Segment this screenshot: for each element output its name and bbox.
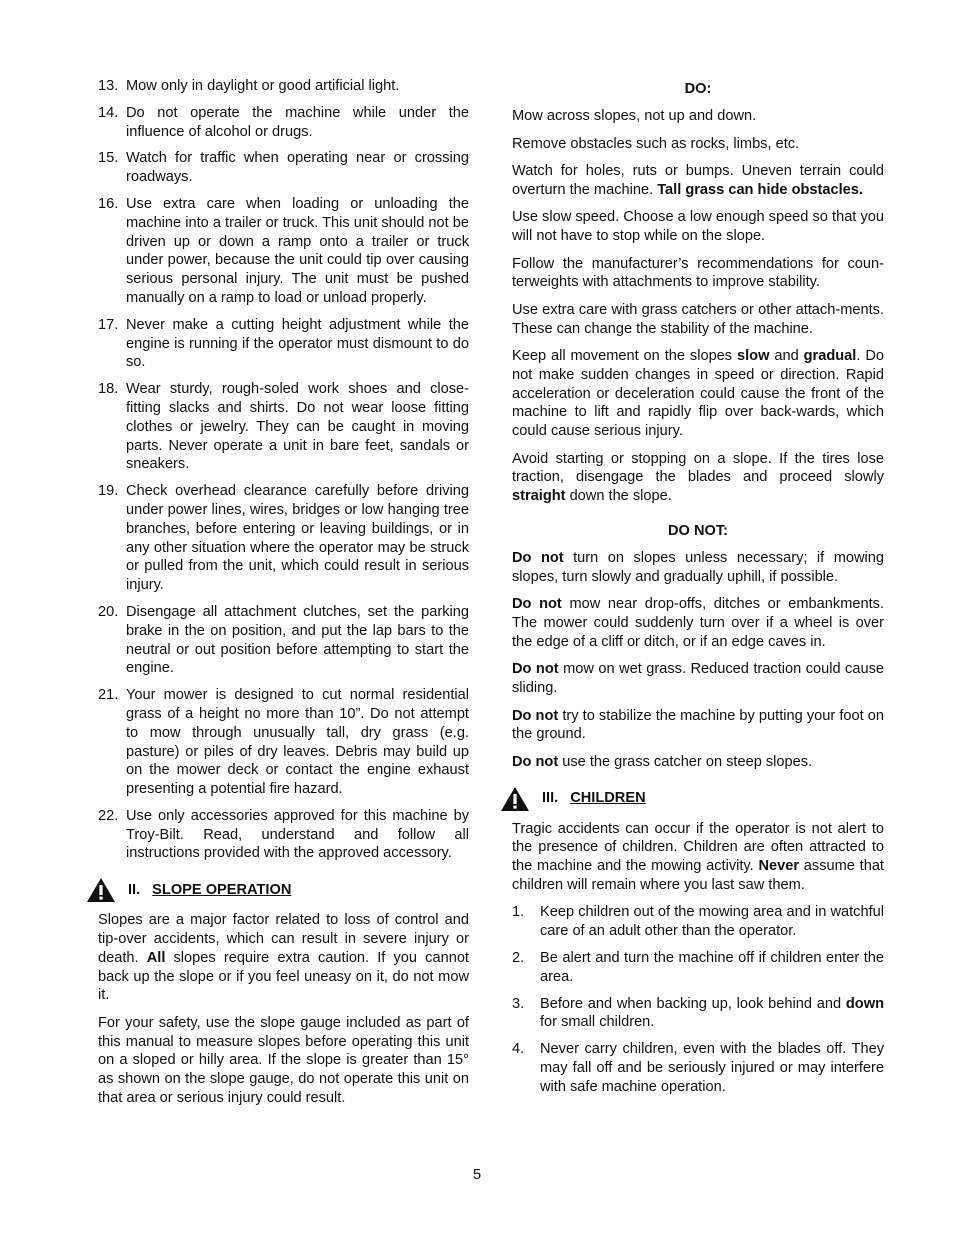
list-item: 2. Be alert and turn the machine off if children enter the area.	[512, 950, 884, 985]
paragraph: Do not mow near drop-offs, ditches or embankments. The mower could suddenly turn over if a wheel is over the edge of a cliff or ditch, or if an edge caves in.	[512, 596, 884, 651]
list-item: 18. Wear sturdy, rough-soled work shoes and close-fitting slacks and shirts. Do not wear loose fitting clothes or jewelry. They can be caught in moving parts. Never operate a unit in bare feet, sandals or sneakers.	[98, 381, 469, 473]
paragraph: For your safety, use the slope gauge included as part of this manual to measure slopes before operating this unit on a sloped or hilly area. If the slope is greater than 15° as shown on the slope gauge, do not operate this unit on that area or serious injury could result.	[98, 1014, 469, 1107]
section-heading-slope: II. SLOPE OPERATION	[86, 877, 469, 903]
paragraph: Remove obstacles such as rocks, limbs, etc.	[512, 135, 800, 152]
right-column	[512, 80, 884, 1097]
page-number: 5	[472, 1167, 482, 1183]
do-not-heading: DO NOT:	[668, 522, 728, 539]
paragraph: Watch for holes, ruts or bumps. Uneven terrain could overturn the machine. Tall grass can hide obstacles.	[512, 163, 884, 198]
list-item: 17. Never make a cutting height adjustment while the engine is running if the operator must dismount to do so.	[98, 316, 469, 371]
list-item: 20. Disengage all attachment clutches, set the parking brake in the on position, and put the lap bars to the neutral or out position before attempting to start the engine.	[98, 603, 469, 677]
list-item: 22. Use only accessories approved for this machine by Troy-Bilt. Read, understand and follow all instructions provided with the approved accessory.	[98, 807, 469, 862]
list-item: 19. Check overhead clearance carefully before driving under power lines, wires, bridges or low hanging tree branches, before entering or leaving buildings, or in any other situation where the operator may be struck or pulled from the unit, which could result in serious injury.	[98, 483, 469, 594]
paragraph: Do not try to stabilize the machine by putting your foot on the ground.	[512, 707, 884, 743]
paragraph: Do not turn on slopes unless necessary; if mowing slopes, turn slowly and gradually uphill, if possible.	[512, 550, 884, 586]
warning-icon	[86, 877, 116, 903]
left-column	[98, 77, 469, 1116]
list-item: 13. Mow only in daylight or good artificial light.	[98, 78, 400, 94]
paragraph: Avoid starting or stopping on a slope. If the tires lose traction, disengage the blades and proceed slowly straight down the slope.	[512, 450, 884, 505]
paragraph: Tragic accidents can occur if the operator is not alert to the presence of children. Children are often attracted to the machine and the mowing activity. Never assume that children will remain where you last saw them.	[512, 820, 884, 894]
paragraph: Follow the manufacturer’s recommendations for coun-terweights with attachments to improve stability.	[512, 255, 884, 291]
list-item: 1. Keep children out of the mowing area and in watchful care of an adult other than the operator.	[512, 904, 884, 940]
paragraph: Do not mow on wet grass. Reduced traction could cause sliding.	[512, 661, 884, 697]
list-item: 4. Never carry children, even with the blades off. They may fall off and be seriously injured or may interfere with safe machine operation.	[512, 1041, 884, 1095]
paragraph: Use extra care with grass catchers or other attach-ments. These can change the stability of the machine.	[512, 301, 884, 337]
list-item: 21. Your mower is designed to cut normal residential grass of a height no more than 10”. Do not attempt to mow through unusually tall, dry grass (e.g. pasture) or piles of dry leaves. Debris may build up on the mower deck or contact the engine exhaust presenting a potential fire hazard.	[98, 687, 469, 798]
section-title: CHILDREN	[570, 790, 646, 807]
paragraph: Do not use the grass catcher on steep slopes.	[512, 753, 813, 770]
paragraph: Keep all movement on the slopes slow and gradual. Do not make sudden changes in speed or direction. Rapid acceleration or deceleration could cause the front of the machine to lift and rapidly flip over back-wards, which could cause serious injury.	[512, 347, 884, 440]
children-safety-list	[512, 903, 884, 1096]
paragraph: Slopes are a major factor related to loss of control and tip-over accidents, which can result in severe injury or death. All slopes require extra caution. If you cannot back up the slope or if you feel uneasy on it, do not mow it.	[98, 912, 469, 1004]
list-item: 14. Do not operate the machine while under the influence of alcohol or drugs.	[98, 104, 469, 140]
paragraph: Use slow speed. Choose a low enough speed so that you will not have to stop while on the slope.	[512, 209, 884, 245]
safety-rules-list	[98, 77, 469, 863]
section-title: SLOPE OPERATION	[152, 881, 292, 898]
list-item: 15. Watch for traffic when operating near or crossing roadways.	[98, 150, 469, 186]
warning-icon	[500, 786, 530, 812]
paragraph: Mow across slopes, not up and down.	[512, 108, 757, 125]
list-item: 16. Use extra care when loading or unloading the machine into a trailer or truck. This unit should not be driven up or down a ramp onto a trailer or truck under power, because the unit could tip over causing serious personal injury. The unit must be pushed manually on a ramp to load or unload properly.	[98, 195, 469, 306]
section-heading-children: III. CHILDREN	[500, 786, 884, 812]
do-heading: DO:	[684, 81, 712, 97]
list-item: 3. Before and when backing up, look behind and down for small children.	[512, 995, 884, 1031]
